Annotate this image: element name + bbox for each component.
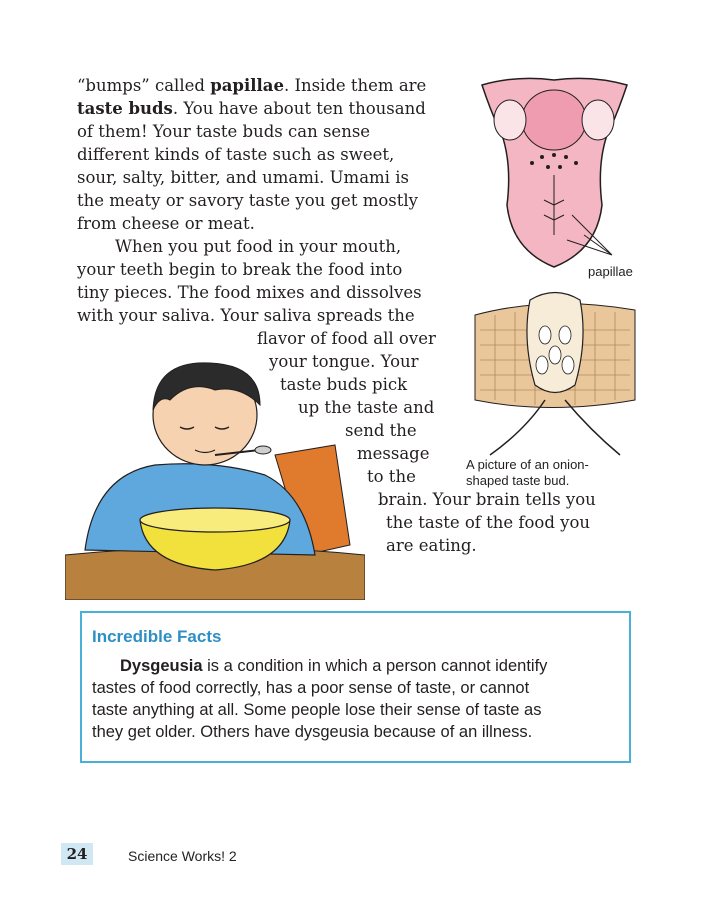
body-line-8: When you put food in your mouth,: [115, 237, 402, 256]
body-line-1: “bumps” called papillae. Inside them are: [77, 76, 427, 95]
body-line-17: message: [357, 444, 430, 463]
body-line-11: with your saliva. Your saliva spreads the: [77, 306, 415, 325]
body-line-19: brain. Your brain tells you: [378, 490, 596, 509]
dysgeusia-term: Dysgeusia: [120, 657, 203, 675]
body-line-6: the meaty or savory taste you get mostly: [77, 191, 418, 210]
body-line-4: different kinds of taste such as sweet,: [77, 145, 395, 164]
taste-bud-caption-line1: A picture of an onion-: [466, 457, 589, 472]
facts-line-2: tastes of food correctly, has a poor sense of taste, or cannot: [92, 679, 530, 697]
papillae-caption: papillae: [588, 264, 633, 279]
body-line-9: your teeth begin to break the food into: [77, 260, 403, 279]
taste-buds-term: taste buds: [77, 99, 173, 118]
body-line-10: tiny pieces. The food mixes and dissolves: [77, 283, 422, 302]
body-line-5: sour, salty, bitter, and umami. Umami is: [77, 168, 409, 187]
facts-line-3: taste anything at all. Some people lose their sense of taste as: [92, 701, 542, 719]
taste-bud-caption-line2: shaped taste bud.: [466, 473, 570, 488]
taste-bud-illustration: [470, 290, 640, 460]
body-line-14: taste buds pick: [280, 375, 408, 394]
page-number: 24: [61, 843, 93, 865]
body-line-3: of them! Your taste buds can sense: [77, 122, 371, 141]
body-line-15: up the taste and: [298, 398, 435, 417]
book-title: Science Works! 2: [128, 848, 237, 864]
incredible-facts-title: Incredible Facts: [92, 627, 222, 646]
body-line-7: from cheese or meat.: [77, 214, 255, 233]
papillae-term: papillae: [210, 76, 284, 95]
body-line-13: your tongue. Your: [269, 352, 419, 371]
body-line-16: send the: [345, 421, 417, 440]
facts-line-1: Dysgeusia is a condition in which a person cannot identify: [120, 657, 548, 675]
incredible-facts-box: [80, 611, 631, 763]
body-line-20: the taste of the food you: [386, 513, 591, 532]
body-line-12: flavor of food all over: [257, 329, 436, 348]
body-line-18: to the: [367, 467, 416, 486]
facts-line-4: they get older. Others have dysgeusia because of an illness.: [92, 723, 533, 741]
tongue-illustration: [472, 75, 637, 275]
body-line-21: are eating.: [386, 536, 477, 555]
body-line-2: taste buds. You have about ten thousand: [77, 99, 426, 118]
